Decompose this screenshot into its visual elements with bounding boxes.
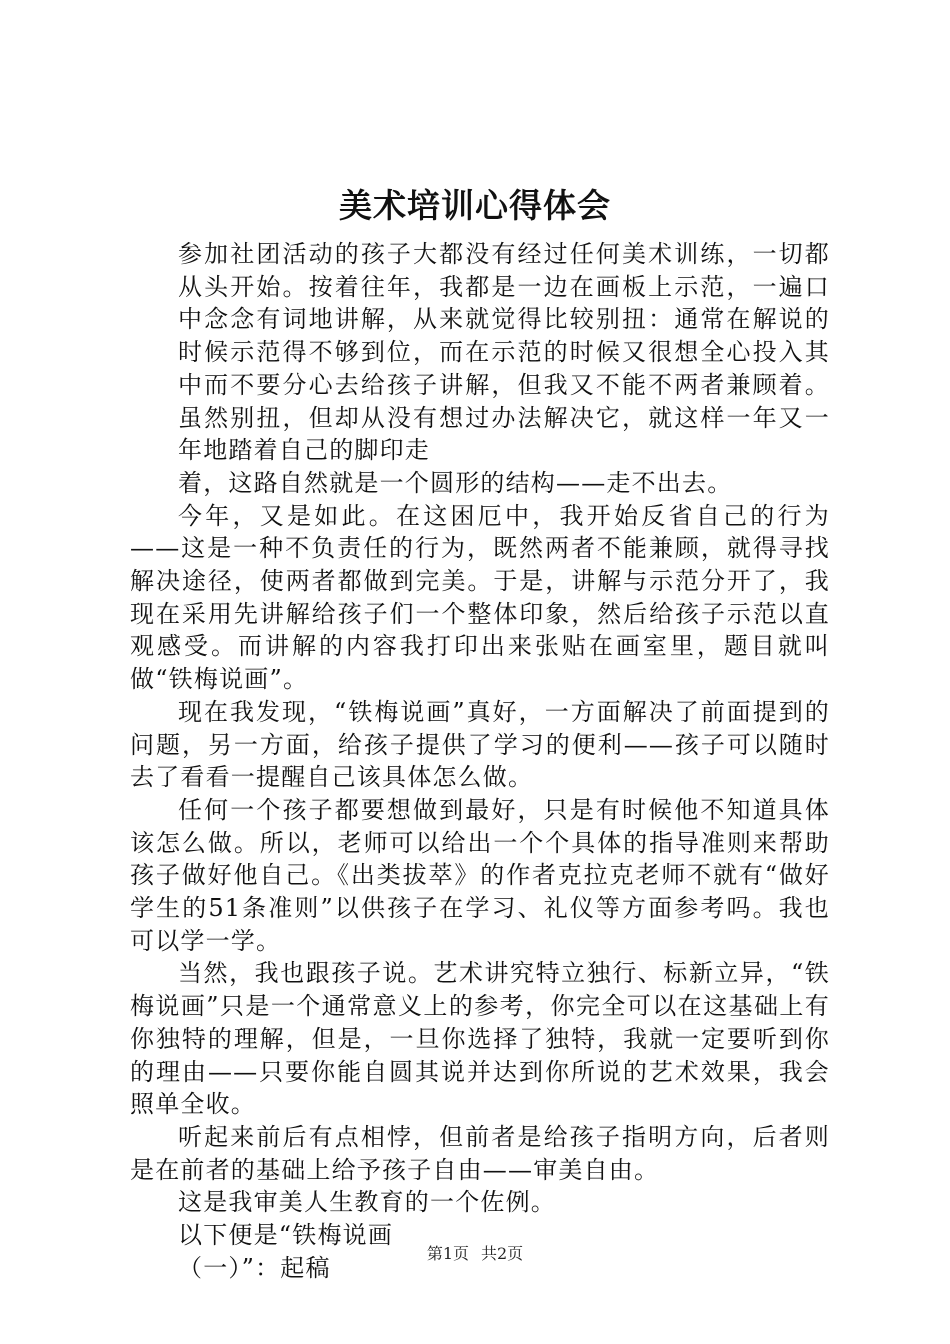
paragraph-4: 现在我发现，“铁梅说画”真好，一方面解决了前面提到的问题，另一方面，给孩子提供了学习的便利——孩子可以随时去了看看一提醒自己该具体怎么做。 [130,697,830,792]
paragraph-2: 着，这路自然就是一个圆形的结构——走不出去。 [178,468,733,497]
paragraph-3: 今年，又是如此。在这困厄中，我开始反省自己的行为——这是一种不负责任的行为，既然两者不能兼顾，就得寻找解决途径，使两者都做到完美。于是，讲解与示范分开了，我现在采用先讲解给孩子们一个整体印象，然后给孩子示范以直观感受。而讲解的内容我打印出来张贴在画室里，题目就叫做“铁梅说画”。 [130,501,830,694]
paragraph-8: 这是我审美人生教育的一个佐例。 [178,1188,556,1217]
page-number: 第1页 [426,1244,469,1263]
paragraph-1: 参加社团活动的孩子大都没有经过任何美术训练，一切都从头开始。按着往年，我都是一边在画板上示范，一遍口中念念有词地讲解，从来就觉得比较别扭：通常在解说的时候示范得不够到位，而在示范的时候又很想全心投入其中而不要分心去给孩子讲解，但我又不能不两者兼顾着。虽然别扭，但却从没有想过办法解决它，就这样一年又一年地踏着自己的脚印走 [178,240,830,465]
paragraph-5: 任何一个孩子都要想做到最好，只是有时候他不知道具体该怎么做。所以，老师可以给出一个个具体的指导准则来帮助孩子做好他自己。《出类拔萃》的作者克拉克老师不就有“做好学生的51条准则”以供孩子在学习、礼仪等方面参考吗。我也可以学一学。 [130,795,830,955]
page-total: 共2页 [481,1244,524,1263]
paragraph-7: 听起来前后有点相悖，但前者是给孩子指明方向，后者则是在前者的基础上给予孩子自由——审美自由。 [130,1122,830,1184]
paragraph-9: 以下便是“铁梅说画 [178,1221,394,1250]
document-title: 美术培训心得体会 [339,186,611,225]
document-body [130,238,830,1285]
paragraph-10: （一）”：起稿 [178,1253,331,1282]
paragraph-6: 当然，我也跟孩子说。艺术讲究特立独行、标新立异，“铁梅说画”只是一个通常意义上的参考，你完全可以在这基础上有你独特的理解，但是，一旦你选择了独特，我就一定要听到你的理由——只要你能自圆其说并达到你所说的艺术效果，我会照单全收。 [130,959,830,1119]
page-footer [0,1244,950,1264]
